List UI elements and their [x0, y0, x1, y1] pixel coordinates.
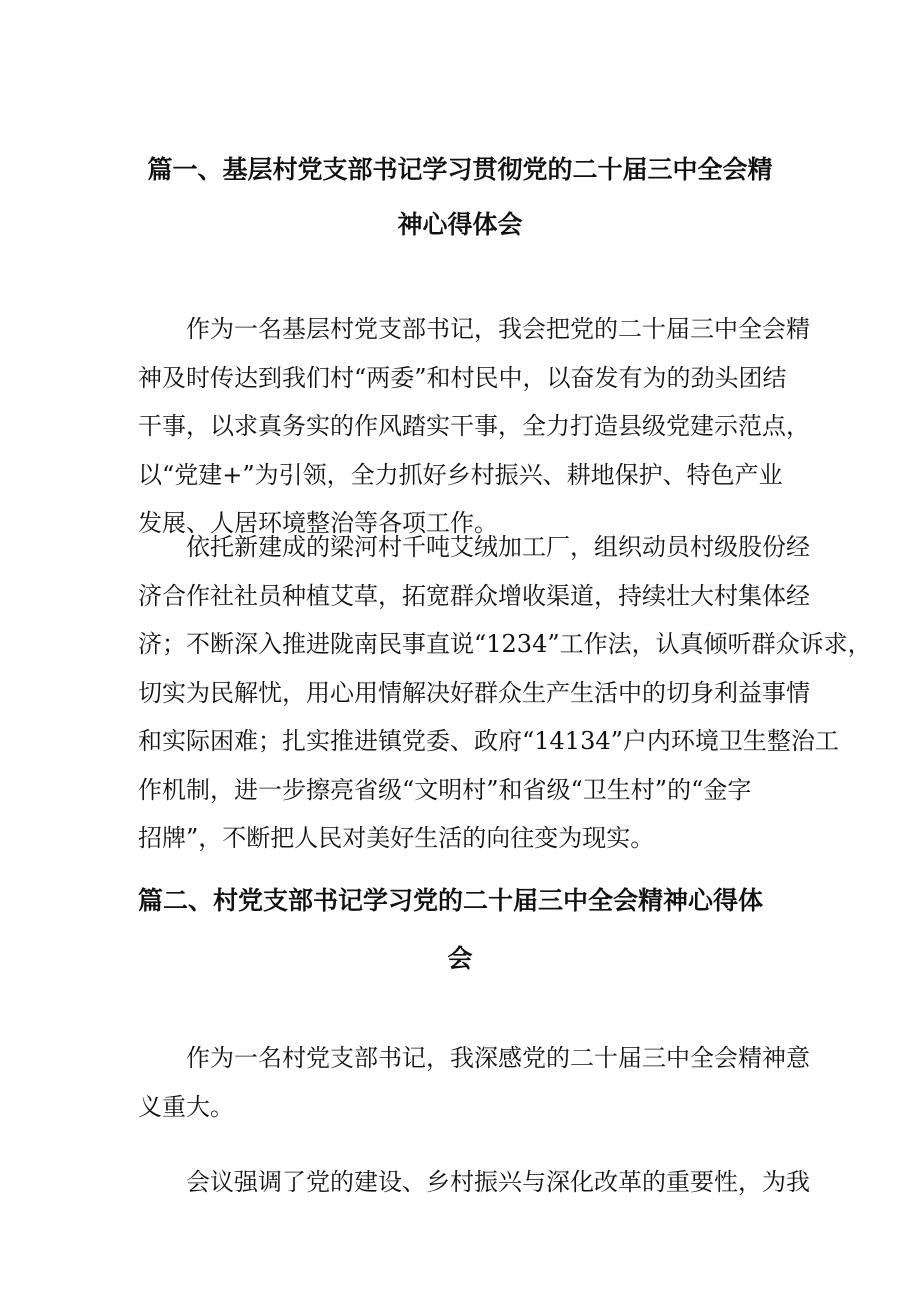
paragraph-line: 干事，以求真务实的作风踏实干事，全力打造县级党建示范点， [138, 412, 810, 440]
paragraph-line: 神及时传达到我们村“两委”和村民中，以奋发有为的劲头团结 [138, 363, 787, 392]
paragraph-line: 会议强调了党的建设、乡村振兴与深化改革的重要性，为我 [186, 1168, 810, 1196]
section2-title-line2: 会 [447, 944, 473, 973]
paragraph-line: 以“党建+”为引领，全力抓好乡村振兴、耕地保护、特色产业 [138, 460, 783, 489]
section2-paragraph2 [138, 1158, 810, 1207]
paragraph-line: 济合作社社员种植艾草，拓宽群众增收渠道，持续壮大村集体经 [138, 581, 810, 610]
paragraph-line: 济；不断深入推进陇南民事直说“1234”工作法，认真倾听群众诉求， [138, 630, 872, 658]
paragraph-line: 作机制，进一步擦亮省级“文明村”和省级“卫生村”的“金字 [138, 775, 752, 804]
section1-title-line2: 神心得体会 [397, 210, 523, 239]
paragraph-line: 依托新建成的梁河村千吨艾绒加工厂，组织动员村级股份经 [186, 533, 810, 561]
paragraph-line: 作为一名基层村党支部书记，我会把党的二十届三中全会精 [186, 315, 810, 343]
section1-paragraph1 [138, 305, 810, 548]
paragraph-line: 和实际困难；扎实推进镇党委、政府“14134”户内环境卫生整治工 [138, 727, 839, 755]
paragraph-line: 义重大。 [138, 1092, 234, 1121]
section2-title-line1: 篇二、村党支部书记学习党的二十届三中全会精神心得体 [138, 886, 764, 915]
paragraph-line: 招牌”，不断把人民对美好生活的向往变为现实。 [138, 824, 655, 852]
section1-paragraph2 [138, 523, 872, 863]
paragraph-line: 作为一名村党支部书记，我深感党的二十届三中全会精神意 [186, 1044, 810, 1072]
paragraph-line: 发展、人居环境整治等各项工作。 [138, 509, 498, 537]
paragraph-line: 切实为民解忧，用心用情解决好群众生产生活中的切身利益事情 [138, 678, 810, 707]
section2-paragraph1 [138, 1034, 810, 1131]
section1-title-line1: 篇一、基层村党支部书记学习贯彻党的二十届三中全会精 [147, 155, 773, 184]
